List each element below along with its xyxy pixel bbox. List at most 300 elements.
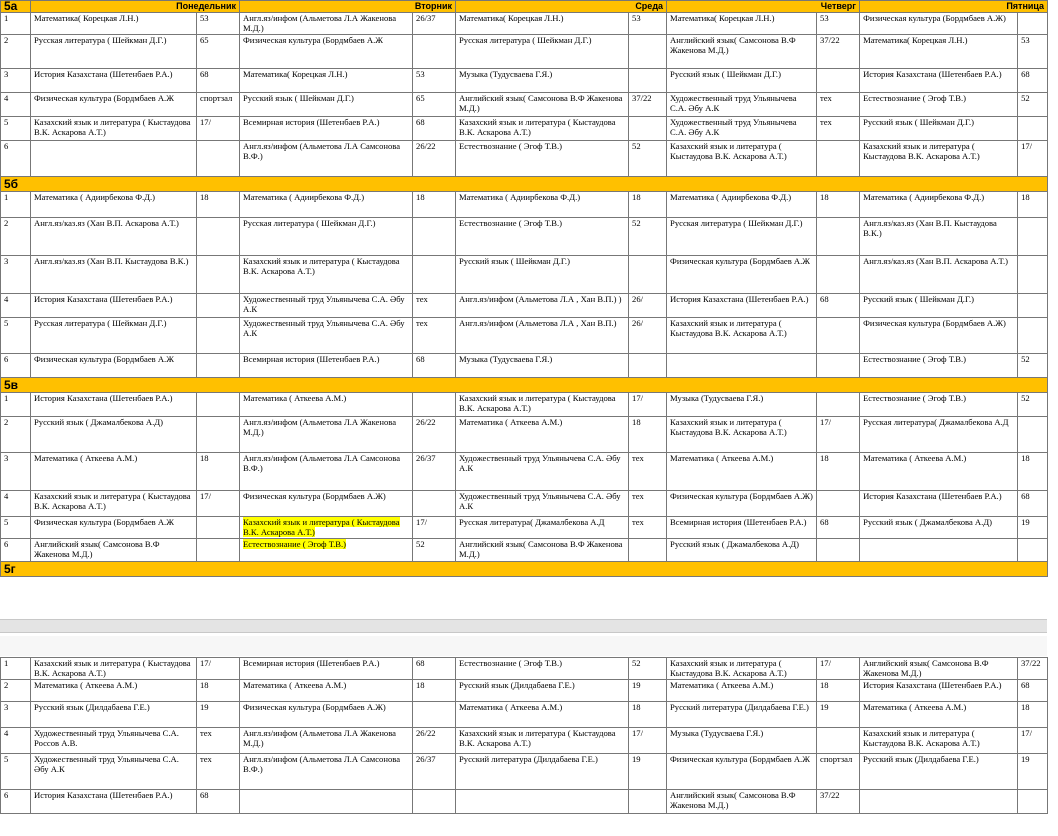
subject-text: Физическая культура (Бордмбаев А.Ж	[243, 35, 383, 46]
lesson-subject	[240, 93, 413, 117]
room-number: 26/22	[413, 417, 456, 453]
subject-text: Математика ( Адиирбекова Ф.Д.)	[863, 192, 985, 203]
room-number	[197, 294, 240, 318]
class-label: 5в	[1, 378, 1048, 393]
lesson-subject	[667, 141, 817, 177]
subject-text: Англ.яз/инфом (Альметова Л.А Жакенова М.Д.)	[243, 728, 396, 748]
room-number: 17/	[197, 117, 240, 141]
lesson-subject	[240, 117, 413, 141]
subject-text: Русский язык ( Шейкман Д.Г.)	[243, 93, 354, 104]
lesson-subject	[31, 790, 197, 814]
class-corner: 5а	[1, 1, 31, 13]
lesson-subject	[667, 539, 817, 561]
subject-text: Естествознание ( Эгоф Т.В.)	[863, 93, 967, 104]
subject-text: Математика ( Аткеева А.М.)	[863, 702, 967, 713]
lesson-subject	[240, 658, 413, 680]
room-number	[817, 354, 860, 378]
lesson-subject	[667, 117, 817, 141]
lesson-subject	[31, 117, 197, 141]
lesson-subject	[860, 294, 1018, 318]
subject-text: Математика ( Аткеева А.М.)	[34, 680, 138, 691]
room-number: 17/	[413, 517, 456, 539]
subject-text: Естествознание ( Эгоф Т.В.)	[459, 218, 563, 229]
room-number: тех	[413, 318, 456, 354]
subject-text: История Казахстана (Шетенбаев Р.А.)	[34, 393, 173, 404]
lesson-subject	[456, 318, 629, 354]
room-number	[413, 35, 456, 69]
subject-text: Русская литература ( Шейкман Д.Г.)	[459, 35, 592, 46]
subject-text: Русский язык (Дилдабаева Г.Е.)	[863, 754, 979, 765]
lesson-subject	[860, 491, 1018, 517]
lesson-row	[1, 790, 1048, 814]
room-number: 18	[197, 192, 240, 218]
lesson-number: 4	[1, 294, 31, 318]
lesson-row	[1, 93, 1048, 117]
lesson-subject	[240, 790, 413, 814]
subject-text: Англ.яз/инфом (Альметова Л.А Самсонова В.Ф.)	[243, 754, 401, 774]
room-number: 26/	[629, 318, 667, 354]
subject-text: История Казахстана (Шетенбаев Р.А.)	[670, 294, 809, 305]
lesson-number: 3	[1, 702, 31, 728]
page-margin	[0, 636, 1047, 656]
room-number: 68	[1018, 680, 1048, 702]
room-number: 18	[197, 453, 240, 491]
lesson-subject	[860, 728, 1018, 754]
subject-text: Казахский язык и литература ( Кыстаудова В.К. Аскарова А.Т.)	[670, 658, 787, 678]
room-number: 68	[197, 790, 240, 814]
lesson-row	[1, 393, 1048, 417]
room-number: 68	[413, 354, 456, 378]
lesson-number: 4	[1, 728, 31, 754]
room-number	[1018, 13, 1048, 35]
lesson-subject	[31, 218, 197, 256]
subject-text: История Казахстана (Шетенбаев Р.А.)	[34, 790, 173, 801]
lesson-subject	[31, 417, 197, 453]
lesson-subject	[860, 702, 1018, 728]
lesson-subject	[31, 69, 197, 93]
subject-text: Казахский язык и литература ( Кыстаудова В.К. Аскарова А.Т.)	[243, 517, 400, 537]
subject-text: Физическая культура (Бордмбаев А.Ж	[34, 93, 174, 104]
subject-text: Математика( Корецкая Л.Н.)	[670, 13, 775, 23]
lesson-subject	[240, 354, 413, 378]
lesson-subject	[667, 754, 817, 790]
room-number	[629, 69, 667, 93]
room-number: тех	[629, 517, 667, 539]
room-number: 53	[197, 13, 240, 35]
lesson-number: 1	[1, 192, 31, 218]
lesson-subject	[31, 453, 197, 491]
lesson-subject	[240, 417, 413, 453]
day-wednesday: Среда	[456, 1, 667, 13]
room-number: 17/	[817, 658, 860, 680]
lesson-subject	[240, 294, 413, 318]
lesson-row	[1, 517, 1048, 539]
subject-text: Англ.яз/инфом (Альметова Л.А Жакенова М.Д.)	[243, 13, 397, 33]
lesson-row	[1, 256, 1048, 294]
lesson-number: 2	[1, 417, 31, 453]
lesson-row	[1, 539, 1048, 561]
lesson-subject	[667, 218, 817, 256]
lesson-subject	[31, 539, 197, 561]
lesson-number: 5	[1, 117, 31, 141]
subject-text: Русский литература (Дилдабаева Г.Е.)	[670, 702, 809, 713]
lesson-subject	[456, 218, 629, 256]
room-number: 37/22	[629, 93, 667, 117]
lesson-number: 2	[1, 218, 31, 256]
room-number	[817, 256, 860, 294]
room-number: 18	[817, 680, 860, 702]
lesson-subject	[667, 354, 817, 378]
subject-text: Физическая культура (Бордмбаев А.Ж)	[863, 318, 1006, 329]
subject-text: Математика( Корецкая Л.Н.)	[243, 69, 348, 80]
lesson-subject	[667, 517, 817, 539]
subject-text: Математика ( Адиирбекова Ф.Д.)	[459, 192, 581, 203]
subject-text: Русская литература ( Шейкман Д.Г.)	[34, 318, 167, 329]
room-number: 19	[197, 702, 240, 728]
lesson-subject	[667, 702, 817, 728]
lesson-subject	[667, 93, 817, 117]
subject-text: Математика ( Аткеева А.М.)	[34, 453, 138, 464]
subject-text: Англ.яз/каз.яз (Хан В.П. Кыстаудова В.К.)	[34, 256, 189, 267]
subject-text: Художественный труд Ульянычева С.А. Әбу А.К	[459, 453, 621, 473]
lesson-subject	[456, 680, 629, 702]
lesson-subject	[667, 69, 817, 93]
subject-text: Русская литература( Джамалбекова А.Д	[459, 517, 605, 528]
lesson-subject	[860, 539, 1018, 561]
subject-text: Англ.яз/инфом (Альметова Л.А Жакенова М.Д.)	[243, 417, 397, 437]
lesson-number: 2	[1, 35, 31, 69]
subject-text: Естествознание ( Эгоф Т.В.)	[243, 539, 346, 550]
room-number: 37/22	[817, 35, 860, 69]
lesson-number: 3	[1, 256, 31, 294]
subject-text: Русский язык ( Джамалбекова А.Д)	[863, 517, 993, 528]
room-number	[197, 539, 240, 561]
lesson-subject	[667, 256, 817, 294]
subject-text: История Казахстана (Шетенбаев Р.А.)	[863, 69, 1002, 80]
subject-text: Художественный труд Ульянычева С.А. Әбу А.К	[243, 294, 405, 314]
room-number: 17/	[629, 728, 667, 754]
room-number: 17/	[629, 393, 667, 417]
subject-text: Физическая культура (Бордмбаев А.Ж	[670, 754, 810, 765]
lesson-subject	[667, 417, 817, 453]
subject-text: Англ.яз/каз.яз (Хан В.П. Аскарова А.Т.)	[34, 218, 179, 229]
lesson-subject	[240, 728, 413, 754]
room-number: тех	[629, 491, 667, 517]
lesson-subject	[456, 256, 629, 294]
subject-text: Казахский язык и литература ( Кыстаудова В.К. Аскарова А.Т.)	[243, 256, 400, 276]
day-tuesday: Вторник	[240, 1, 456, 13]
lesson-subject	[456, 417, 629, 453]
room-number: 26/37	[413, 13, 456, 35]
lesson-number: 5	[1, 318, 31, 354]
room-number	[817, 69, 860, 93]
room-number: 18	[817, 192, 860, 218]
lesson-subject	[667, 192, 817, 218]
room-number: 19	[1018, 517, 1048, 539]
subject-text: Музыка (Тудусваева Г.Я.)	[459, 354, 553, 365]
day-thursday: Четверг	[667, 1, 860, 13]
room-number	[817, 539, 860, 561]
subject-text: Англ.яз/инфом (Альметова Л.А Самсонова В.Ф.)	[243, 141, 401, 161]
lesson-subject	[31, 393, 197, 417]
subject-text: Физическая культура (Бордмбаев А.Ж)	[243, 491, 386, 502]
lesson-number: 3	[1, 69, 31, 93]
lesson-subject	[31, 256, 197, 294]
subject-text: Естествознание ( Эгоф Т.В.)	[459, 658, 562, 668]
room-number: 26/37	[413, 754, 456, 790]
subject-text: Казахский язык и литература ( Кыстаудова В.К. Аскарова А.Т.)	[34, 491, 191, 511]
subject-text: Казахский язык и литература ( Кыстаудова В.К. Аскарова А.Т.)	[459, 728, 616, 748]
lesson-subject	[240, 192, 413, 218]
lesson-subject	[456, 93, 629, 117]
subject-text: Казахский язык и литература ( Кыстаудова В.К. Аскарова А.Т.)	[34, 658, 191, 678]
lesson-subject	[456, 117, 629, 141]
day-friday: Пятница	[860, 1, 1048, 13]
room-number: 18	[1018, 453, 1048, 491]
lesson-row	[1, 491, 1048, 517]
lesson-number: 6	[1, 354, 31, 378]
lesson-subject	[860, 69, 1018, 93]
room-number: 52	[1018, 393, 1048, 417]
lesson-subject	[240, 754, 413, 790]
room-number	[817, 728, 860, 754]
lesson-subject	[667, 728, 817, 754]
room-number: 17/	[197, 491, 240, 517]
room-number	[629, 35, 667, 69]
subject-text: Математика( Корецкая Л.Н.)	[34, 13, 139, 23]
room-number: 18	[629, 702, 667, 728]
subject-text: Художественный труд Ульянычева С.А. Әбу А.К	[670, 93, 797, 113]
lesson-subject	[860, 218, 1018, 256]
room-number	[413, 393, 456, 417]
room-number	[817, 491, 860, 517]
room-number	[197, 256, 240, 294]
subject-text: Русский язык ( Шейкман Д.Г.)	[863, 117, 974, 128]
lesson-subject	[456, 790, 629, 814]
schedule-table-continued	[0, 657, 1048, 814]
lesson-subject	[667, 658, 817, 680]
subject-text: Математика ( Адиирбекова Ф.Д.)	[243, 192, 365, 203]
room-number: 37/22	[817, 790, 860, 814]
day-header-row	[1, 1, 1048, 13]
lesson-subject	[31, 192, 197, 218]
lesson-subject	[456, 728, 629, 754]
room-number: 52	[629, 658, 667, 680]
subject-text: Математика( Корецкая Л.Н.)	[863, 35, 968, 46]
lesson-subject	[240, 35, 413, 69]
room-number	[1018, 256, 1048, 294]
lesson-subject	[456, 354, 629, 378]
class-label: 5б	[1, 177, 1048, 192]
subject-text: Английский язык( Самсонова В.Ф Жакенова М.Д.)	[670, 35, 796, 55]
class-header-row	[1, 378, 1048, 393]
room-number: тех	[413, 294, 456, 318]
lesson-subject	[456, 517, 629, 539]
room-number	[629, 539, 667, 561]
room-number	[1018, 539, 1048, 561]
subject-text: Математика ( Аткеева А.М.)	[459, 702, 563, 713]
subject-text: Казахский язык и литература ( Кыстаудова В.К. Аскарова А.Т.)	[863, 728, 980, 748]
room-number: 53	[413, 69, 456, 93]
lesson-row	[1, 35, 1048, 69]
lesson-row	[1, 218, 1048, 256]
lesson-subject	[31, 754, 197, 790]
subject-text: История Казахстана (Шетенбаев Р.А.)	[34, 69, 173, 80]
lesson-subject	[240, 256, 413, 294]
subject-text: Русский язык ( Шейкман Д.Г.)	[459, 256, 570, 267]
lesson-row	[1, 318, 1048, 354]
room-number	[629, 790, 667, 814]
room-number	[1018, 218, 1048, 256]
room-number: 26/22	[413, 728, 456, 754]
lesson-subject	[860, 318, 1018, 354]
room-number: 52	[1018, 354, 1048, 378]
subject-text: Физическая культура (Бордмбаев А.Ж	[34, 517, 174, 528]
subject-text: Казахский язык и литература ( Кыстаудова В.К. Аскарова А.Т.)	[670, 318, 787, 338]
lesson-number: 6	[1, 141, 31, 177]
subject-text: Английский язык( Самсонова В.Ф Жакенова М.Д.)	[863, 658, 989, 678]
room-number: 18	[629, 417, 667, 453]
lesson-subject	[456, 702, 629, 728]
subject-text: Математика ( Аткеева А.М.)	[243, 393, 347, 404]
room-number: 19	[629, 680, 667, 702]
lesson-subject	[667, 13, 817, 35]
subject-text: Физическая культура (Бордмбаев А.Ж	[34, 354, 174, 365]
subject-text: Математика ( Аткеева А.М.)	[670, 680, 774, 691]
lesson-subject	[456, 453, 629, 491]
lesson-subject	[456, 539, 629, 561]
room-number: спортзал	[197, 93, 240, 117]
subject-text: Художественный труд Ульянычева С.А. Россов А.В.	[34, 728, 179, 748]
subject-text: Художественный труд Ульянычева С.А. Әбу А.К	[34, 754, 179, 774]
subject-text: Музыка (Тудусваева Г.Я.)	[670, 393, 764, 404]
lesson-subject	[456, 294, 629, 318]
lesson-number: 2	[1, 680, 31, 702]
lesson-number: 3	[1, 453, 31, 491]
room-number	[817, 141, 860, 177]
room-number: тех	[197, 728, 240, 754]
subject-text: Всемирная история (Шетенбаев Р.А.)	[243, 658, 380, 668]
lesson-subject	[860, 141, 1018, 177]
lesson-subject	[240, 141, 413, 177]
lesson-row	[1, 13, 1048, 35]
room-number: 18	[1018, 702, 1048, 728]
room-number: 65	[413, 93, 456, 117]
lesson-number: 4	[1, 93, 31, 117]
lesson-subject	[667, 680, 817, 702]
subject-text: Английский язык( Самсонова В.Ф Жакенова М.Д.)	[459, 93, 623, 113]
room-number: 52	[413, 539, 456, 561]
room-number	[1018, 318, 1048, 354]
lesson-subject	[240, 453, 413, 491]
lesson-subject	[456, 69, 629, 93]
lesson-subject	[456, 35, 629, 69]
lesson-row	[1, 294, 1048, 318]
subject-text: Русская литература( Джамалбекова А.Д	[863, 417, 1009, 428]
subject-text: История Казахстана (Шетенбаев Р.А.)	[863, 680, 1002, 691]
lesson-subject	[240, 218, 413, 256]
lesson-number: 4	[1, 491, 31, 517]
subject-text: Всемирная история (Шетенбаев Р.А.)	[243, 354, 380, 365]
lesson-number: 6	[1, 790, 31, 814]
lesson-subject	[860, 393, 1018, 417]
lesson-subject	[667, 393, 817, 417]
subject-text: Русский язык ( Джамалбекова А.Д)	[34, 417, 163, 428]
subject-text: Казахский язык и литература ( Кыстаудова В.К. Аскарова А.Т.)	[34, 117, 191, 137]
subject-text: Англ.яз/инфом (Альметова Л.А , Хан В.П.) )	[459, 294, 622, 305]
room-number: 68	[413, 117, 456, 141]
room-number	[1018, 790, 1048, 814]
lesson-subject	[860, 453, 1018, 491]
room-number: 17/	[197, 658, 240, 680]
lesson-subject	[860, 35, 1018, 69]
subject-text: История Казахстана (Шетенбаев Р.А.)	[863, 491, 1002, 502]
room-number: 26/22	[413, 141, 456, 177]
room-number: тех	[817, 93, 860, 117]
lesson-subject	[240, 69, 413, 93]
lesson-subject	[240, 393, 413, 417]
room-number: 18	[1018, 192, 1048, 218]
lesson-subject	[860, 117, 1018, 141]
room-number: 53	[817, 13, 860, 35]
lesson-subject	[860, 658, 1018, 680]
room-number: 26/37	[413, 453, 456, 491]
subject-text: Русский литература (Дилдабаева Г.Е.)	[459, 754, 598, 765]
room-number	[413, 790, 456, 814]
room-number: 18	[413, 192, 456, 218]
subject-text: Физическая культура (Бордмбаев А.Ж)	[863, 13, 1006, 23]
lesson-subject	[240, 517, 413, 539]
room-number	[629, 354, 667, 378]
subject-text: Художественный труд Ульянычева С.А. Әбу А.К	[243, 318, 405, 338]
subject-text: Русский язык (Дилдабаева Г.Е.)	[34, 702, 150, 713]
room-number: 19	[817, 702, 860, 728]
subject-text: Физическая культура (Бордмбаев А.Ж	[670, 256, 810, 267]
lesson-number: 1	[1, 13, 31, 35]
lesson-subject	[456, 754, 629, 790]
room-number	[629, 256, 667, 294]
lesson-row	[1, 417, 1048, 453]
lesson-subject	[31, 294, 197, 318]
lesson-subject	[860, 790, 1018, 814]
subject-text: Музыка (Тудусваева Г.Я.)	[670, 728, 764, 739]
subject-text: Всемирная история (Шетенбаев Р.А.)	[243, 117, 380, 128]
lesson-subject	[31, 702, 197, 728]
lesson-subject	[860, 256, 1018, 294]
lesson-row	[1, 69, 1048, 93]
lesson-subject	[31, 318, 197, 354]
lesson-subject	[31, 35, 197, 69]
lesson-subject	[667, 294, 817, 318]
subject-text: Англ.яз/каз.яз (Хан В.П. Аскарова А.Т.)	[863, 256, 1008, 267]
subject-text: Казахский язык и литература ( Кыстаудова В.К. Аскарова А.Т.)	[459, 117, 616, 137]
lesson-subject	[456, 393, 629, 417]
lesson-number: 5	[1, 754, 31, 790]
lesson-subject	[456, 192, 629, 218]
room-number	[413, 491, 456, 517]
lesson-number: 1	[1, 393, 31, 417]
subject-text: Естествознание ( Эгоф Т.В.)	[863, 393, 967, 404]
subject-text: Русский язык (Дилдабаева Г.Е.)	[459, 680, 575, 691]
lesson-number: 1	[1, 658, 31, 680]
lesson-subject	[456, 491, 629, 517]
room-number	[413, 256, 456, 294]
room-number	[413, 702, 456, 728]
lesson-subject	[860, 517, 1018, 539]
lesson-subject	[240, 680, 413, 702]
room-number	[817, 218, 860, 256]
room-number: тех	[817, 117, 860, 141]
